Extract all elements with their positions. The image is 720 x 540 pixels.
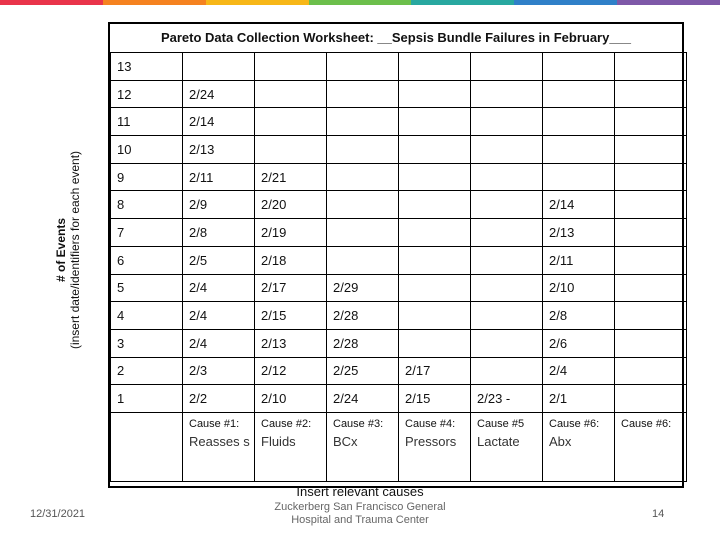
cause-name: Cause #4: xyxy=(405,417,456,430)
event-date-cell xyxy=(255,53,327,81)
event-date-cell xyxy=(399,53,471,81)
top-color-bar xyxy=(0,0,720,5)
event-date-cell xyxy=(471,136,543,164)
event-count-cell: 8 xyxy=(111,191,183,219)
cause-cell xyxy=(327,412,399,481)
event-date-cell: 2/1 xyxy=(543,385,615,413)
event-date-cell xyxy=(399,246,471,274)
event-date-cell: 2/6 xyxy=(543,329,615,357)
grid-row xyxy=(111,53,687,81)
cause-name: Cause #1: xyxy=(189,417,240,430)
event-date-cell xyxy=(399,191,471,219)
event-date-cell xyxy=(327,163,399,191)
color-bar-segment xyxy=(103,0,206,5)
cause-name: Cause #6: xyxy=(549,417,600,430)
event-date-cell: 2/24 xyxy=(327,385,399,413)
event-date-cell xyxy=(399,274,471,302)
cause-cell xyxy=(543,412,615,481)
event-date-cell: 2/5 xyxy=(183,246,255,274)
event-date-cell xyxy=(471,329,543,357)
event-count-cell: 10 xyxy=(111,136,183,164)
event-count-cell: 6 xyxy=(111,246,183,274)
event-date-cell xyxy=(399,80,471,108)
event-date-cell xyxy=(399,302,471,330)
cause-row-blank-cell xyxy=(111,412,183,481)
event-date-cell xyxy=(615,274,687,302)
cause-cell xyxy=(615,412,687,481)
event-date-cell xyxy=(255,80,327,108)
event-date-cell xyxy=(327,246,399,274)
event-date-cell xyxy=(615,191,687,219)
event-date-cell: 2/4 xyxy=(543,357,615,385)
worksheet-title: Pareto Data Collection Worksheet: __Sepsis Bundle Failures in February___ xyxy=(160,30,632,45)
event-date-cell: 2/13 xyxy=(183,136,255,164)
grid-row xyxy=(111,302,687,330)
event-date-cell xyxy=(471,108,543,136)
event-date-cell: 2/11 xyxy=(183,163,255,191)
event-date-cell: 2/18 xyxy=(255,246,327,274)
pareto-worksheet xyxy=(108,22,684,488)
event-date-cell xyxy=(471,274,543,302)
event-count-cell: 12 xyxy=(111,80,183,108)
event-date-cell xyxy=(615,385,687,413)
event-date-cell: 2/15 xyxy=(399,385,471,413)
insert-causes-note: Insert relevant causes xyxy=(296,484,424,499)
event-date-cell xyxy=(615,108,687,136)
y-axis-label xyxy=(48,120,88,380)
event-date-cell: 2/14 xyxy=(543,191,615,219)
event-date-cell xyxy=(471,53,543,81)
event-date-cell xyxy=(327,136,399,164)
event-date-cell xyxy=(327,53,399,81)
event-date-cell: 2/8 xyxy=(543,302,615,330)
event-date-cell: 2/20 xyxy=(255,191,327,219)
cause-name: Cause #6: xyxy=(621,417,672,430)
event-date-cell xyxy=(471,191,543,219)
cause-name: Cause #2: xyxy=(261,417,312,430)
event-date-cell: 2/2 xyxy=(183,385,255,413)
event-date-cell xyxy=(615,136,687,164)
footer-date: 12/31/2021 xyxy=(30,508,86,520)
event-date-cell: 2/10 xyxy=(543,274,615,302)
event-date-cell: 2/21 xyxy=(255,163,327,191)
event-date-cell: 2/23 - xyxy=(471,385,543,413)
event-count-cell: 2 xyxy=(111,357,183,385)
cause-value: BCx xyxy=(333,433,358,449)
event-date-cell: 2/4 xyxy=(183,274,255,302)
event-date-cell xyxy=(327,80,399,108)
grid-row xyxy=(111,136,687,164)
cause-name: Cause #5 xyxy=(477,417,525,430)
event-date-cell: 2/19 xyxy=(255,219,327,247)
event-date-cell xyxy=(543,80,615,108)
event-count-cell: 3 xyxy=(111,329,183,357)
event-date-cell: 2/4 xyxy=(183,329,255,357)
event-date-cell xyxy=(471,357,543,385)
grid-row xyxy=(111,246,687,274)
page-number: 14 xyxy=(652,508,665,520)
color-bar-segment xyxy=(0,0,103,5)
cause-cell xyxy=(399,412,471,481)
event-count-cell: 7 xyxy=(111,219,183,247)
event-date-cell: 2/17 xyxy=(399,357,471,385)
event-count-cell: 11 xyxy=(111,108,183,136)
event-date-cell: 2/14 xyxy=(183,108,255,136)
event-date-cell xyxy=(543,108,615,136)
grid-row xyxy=(111,80,687,108)
event-date-cell xyxy=(255,108,327,136)
color-bar-segment xyxy=(206,0,309,5)
grid-row xyxy=(111,385,687,413)
footer-organization: Zuckerberg San Francisco General Hospital and Trauma Center xyxy=(274,501,446,526)
event-date-cell xyxy=(255,136,327,164)
cause-cell xyxy=(183,412,255,481)
grid-row xyxy=(111,219,687,247)
event-date-cell xyxy=(615,80,687,108)
event-date-cell xyxy=(471,80,543,108)
event-date-cell: 2/15 xyxy=(255,302,327,330)
cause-value: Pressors xyxy=(405,433,457,449)
event-date-cell: 2/29 xyxy=(327,274,399,302)
y-axis-subtitle: (insert date/identifiers for each event) xyxy=(68,150,83,350)
event-date-cell xyxy=(543,163,615,191)
event-date-cell xyxy=(399,329,471,357)
event-date-cell xyxy=(327,191,399,219)
event-date-cell: 2/12 xyxy=(255,357,327,385)
cause-value: Lactate xyxy=(477,433,520,449)
color-bar-segment xyxy=(309,0,412,5)
grid-row xyxy=(111,191,687,219)
event-date-cell: 2/24 xyxy=(183,80,255,108)
event-count-cell: 1 xyxy=(111,385,183,413)
event-date-cell xyxy=(615,219,687,247)
color-bar-segment xyxy=(411,0,514,5)
grid-row xyxy=(111,274,687,302)
event-date-cell xyxy=(399,108,471,136)
cause-value: Fluids xyxy=(261,433,296,449)
event-date-cell: 2/25 xyxy=(327,357,399,385)
event-date-cell xyxy=(543,136,615,164)
event-count-cell: 5 xyxy=(111,274,183,302)
event-date-cell xyxy=(615,357,687,385)
event-count-cell: 13 xyxy=(111,53,183,81)
cause-value: Reasses s xyxy=(189,433,250,449)
color-bar-segment xyxy=(514,0,617,5)
event-date-cell: 2/28 xyxy=(327,302,399,330)
cause-row xyxy=(111,412,687,481)
event-date-cell: 2/4 xyxy=(183,302,255,330)
event-date-cell: 2/13 xyxy=(255,329,327,357)
event-date-cell xyxy=(543,53,615,81)
event-date-cell: 2/11 xyxy=(543,246,615,274)
y-axis-title: # of Events xyxy=(54,217,69,283)
event-date-cell xyxy=(615,246,687,274)
event-date-cell: 2/8 xyxy=(183,219,255,247)
event-count-cell: 9 xyxy=(111,163,183,191)
grid-row xyxy=(111,357,687,385)
event-date-cell: 2/10 xyxy=(255,385,327,413)
grid-row xyxy=(111,163,687,191)
event-date-cell xyxy=(183,53,255,81)
color-bar-segment xyxy=(617,0,720,5)
event-date-cell xyxy=(615,329,687,357)
tally-grid xyxy=(110,52,687,482)
event-date-cell xyxy=(399,163,471,191)
event-date-cell xyxy=(615,163,687,191)
cause-cell xyxy=(255,412,327,481)
event-date-cell: 2/28 xyxy=(327,329,399,357)
cause-name: Cause #3: xyxy=(333,417,384,430)
event-date-cell xyxy=(471,219,543,247)
event-date-cell: 2/13 xyxy=(543,219,615,247)
event-date-cell xyxy=(327,219,399,247)
grid-row xyxy=(111,329,687,357)
cause-cell xyxy=(471,412,543,481)
event-date-cell xyxy=(471,246,543,274)
event-date-cell xyxy=(615,53,687,81)
event-date-cell xyxy=(399,219,471,247)
event-date-cell xyxy=(471,302,543,330)
event-date-cell xyxy=(471,163,543,191)
event-date-cell: 2/3 xyxy=(183,357,255,385)
cause-value: Abx xyxy=(549,433,572,449)
event-date-cell xyxy=(399,136,471,164)
event-date-cell: 2/17 xyxy=(255,274,327,302)
event-date-cell: 2/9 xyxy=(183,191,255,219)
event-count-cell: 4 xyxy=(111,302,183,330)
event-date-cell xyxy=(615,302,687,330)
event-date-cell xyxy=(327,108,399,136)
grid-row xyxy=(111,108,687,136)
